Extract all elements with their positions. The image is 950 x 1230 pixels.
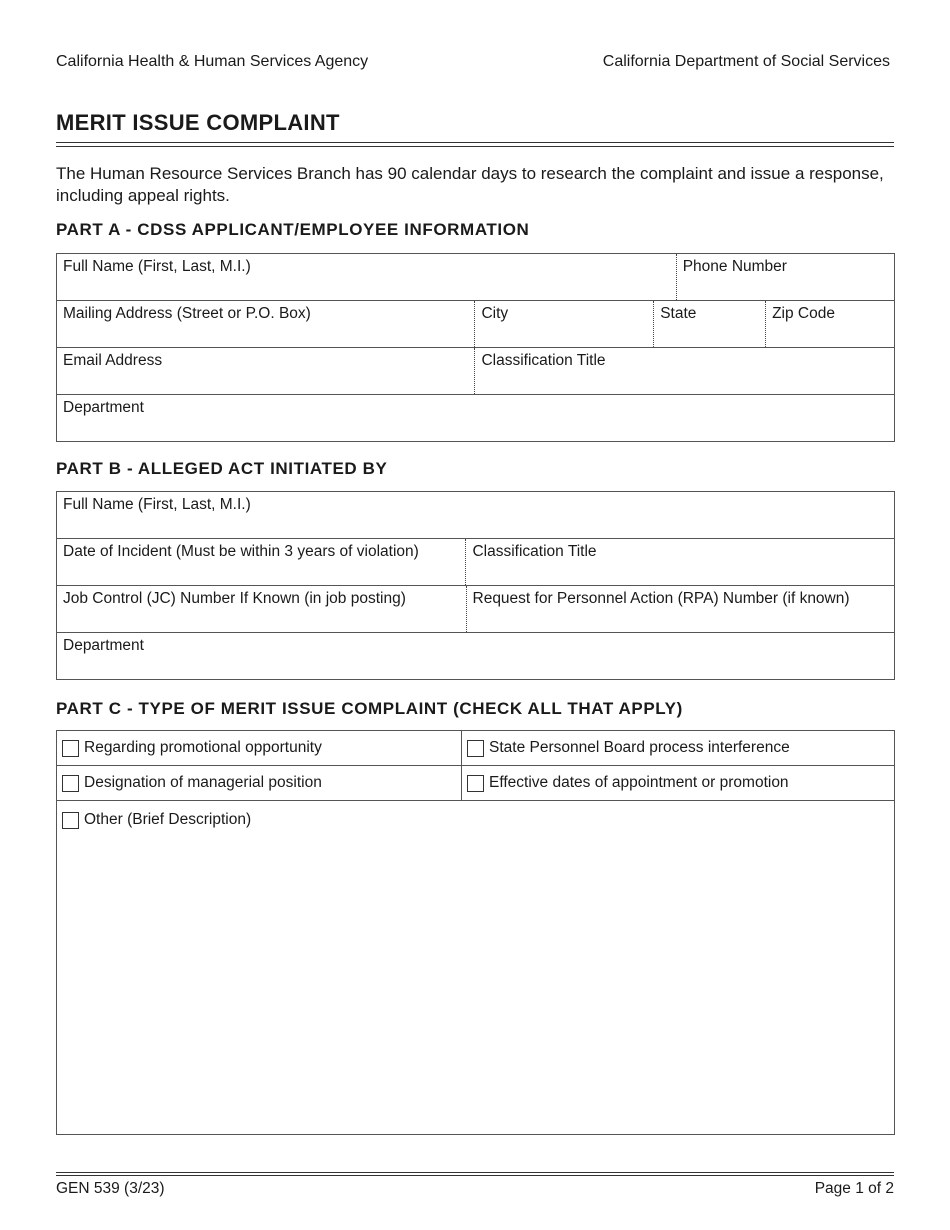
agency-name: California Health & Human Services Agency (56, 53, 369, 70)
applicant-state-field[interactable] (654, 301, 766, 348)
page-footer (56, 1180, 894, 1198)
part-b-table-row3 (56, 585, 895, 633)
applicant-full-name-field[interactable] (57, 254, 677, 301)
option-label: Designation of managerial position (84, 774, 322, 791)
alleged-classification-field[interactable] (466, 539, 895, 586)
department-name: California Department of Social Services (602, 53, 890, 70)
date-of-incident-field[interactable] (57, 539, 466, 586)
field-label: Classification Title (472, 543, 597, 560)
part-b-table (56, 491, 895, 539)
applicant-city-field[interactable] (475, 301, 654, 348)
agency-header (56, 53, 890, 71)
checkbox-effective-dates[interactable] (467, 775, 484, 792)
field-label: Phone Number (682, 258, 787, 275)
title-divider (56, 142, 894, 147)
checkbox-promotional-opportunity[interactable] (62, 740, 79, 757)
field-label: Department (63, 637, 144, 654)
option-label: State Personnel Board process interference (489, 739, 790, 756)
option-label: Regarding promotional opportunity (84, 739, 322, 756)
field-label: Full Name (First, Last, M.I.) (63, 496, 251, 513)
intro-text: The Human Resource Services Branch has 90 calendar days to research the complaint and issue a response, including appeal rights. (56, 164, 884, 205)
applicant-email-field[interactable] (57, 348, 475, 395)
option-other[interactable] (57, 801, 894, 839)
part-a-table-row4 (56, 394, 895, 442)
part-a-table-row3 (56, 347, 895, 395)
part-b-table-row4 (56, 632, 895, 680)
checkbox-managerial-position[interactable] (62, 775, 79, 792)
field-label: Email Address (63, 352, 163, 369)
part-b-heading: PART B - ALLEGED ACT INITIATED BY (56, 459, 388, 478)
part-a-table-row2 (56, 300, 895, 348)
part-a-heading: PART A - CDSS APPLICANT/EMPLOYEE INFORMATION (56, 220, 530, 239)
part-c-heading: PART C - TYPE OF MERIT ISSUE COMPLAINT (CHECK ALL THAT APPLY) (56, 699, 683, 718)
field-label: State (660, 305, 697, 322)
option-managerial-position[interactable] (57, 766, 462, 800)
checkbox-spb-process-interference[interactable] (467, 740, 484, 757)
option-label: Other (Brief Description) (84, 811, 252, 828)
applicant-mailing-address-field[interactable] (57, 301, 475, 348)
form-id: GEN 539 (3/23) (56, 1180, 165, 1197)
field-label: Job Control (JC) Number If Known (in job posting) (63, 590, 406, 607)
rpa-number-field[interactable] (466, 586, 895, 633)
applicant-zip-field[interactable] (766, 301, 895, 348)
field-label: Classification Title (481, 352, 606, 369)
alleged-full-name-field[interactable] (57, 492, 895, 539)
footer-divider (56, 1172, 894, 1176)
field-label: Zip Code (772, 305, 835, 322)
field-label: Department (63, 399, 144, 416)
field-label: City (481, 305, 509, 322)
applicant-department-field[interactable] (57, 395, 895, 442)
field-label: Date of Incident (Must be within 3 years of violation) (63, 543, 419, 560)
applicant-classification-field[interactable] (475, 348, 895, 395)
option-label: Effective dates of appointment or promotion (489, 774, 789, 791)
form-title: MERIT ISSUE COMPLAINT (56, 110, 340, 135)
option-promotional-opportunity[interactable] (57, 731, 462, 765)
option-effective-dates[interactable] (462, 766, 894, 800)
jc-number-field[interactable] (57, 586, 467, 633)
alleged-department-field[interactable] (57, 633, 895, 680)
part-a-table (56, 253, 895, 301)
part-c-box (56, 730, 895, 1135)
field-label: Full Name (First, Last, M.I.) (63, 258, 251, 275)
field-label: Request for Personnel Action (RPA) Number (if known) (472, 590, 850, 607)
part-b-table-row2 (56, 538, 895, 586)
part-c-row (57, 731, 894, 766)
applicant-phone-field[interactable] (676, 254, 894, 301)
checkbox-other[interactable] (62, 812, 79, 829)
field-label: Mailing Address (Street or P.O. Box) (63, 305, 311, 322)
option-spb-process-interference[interactable] (462, 731, 894, 765)
page-number: Page 1 of 2 (814, 1180, 894, 1197)
part-c-row (57, 766, 894, 801)
